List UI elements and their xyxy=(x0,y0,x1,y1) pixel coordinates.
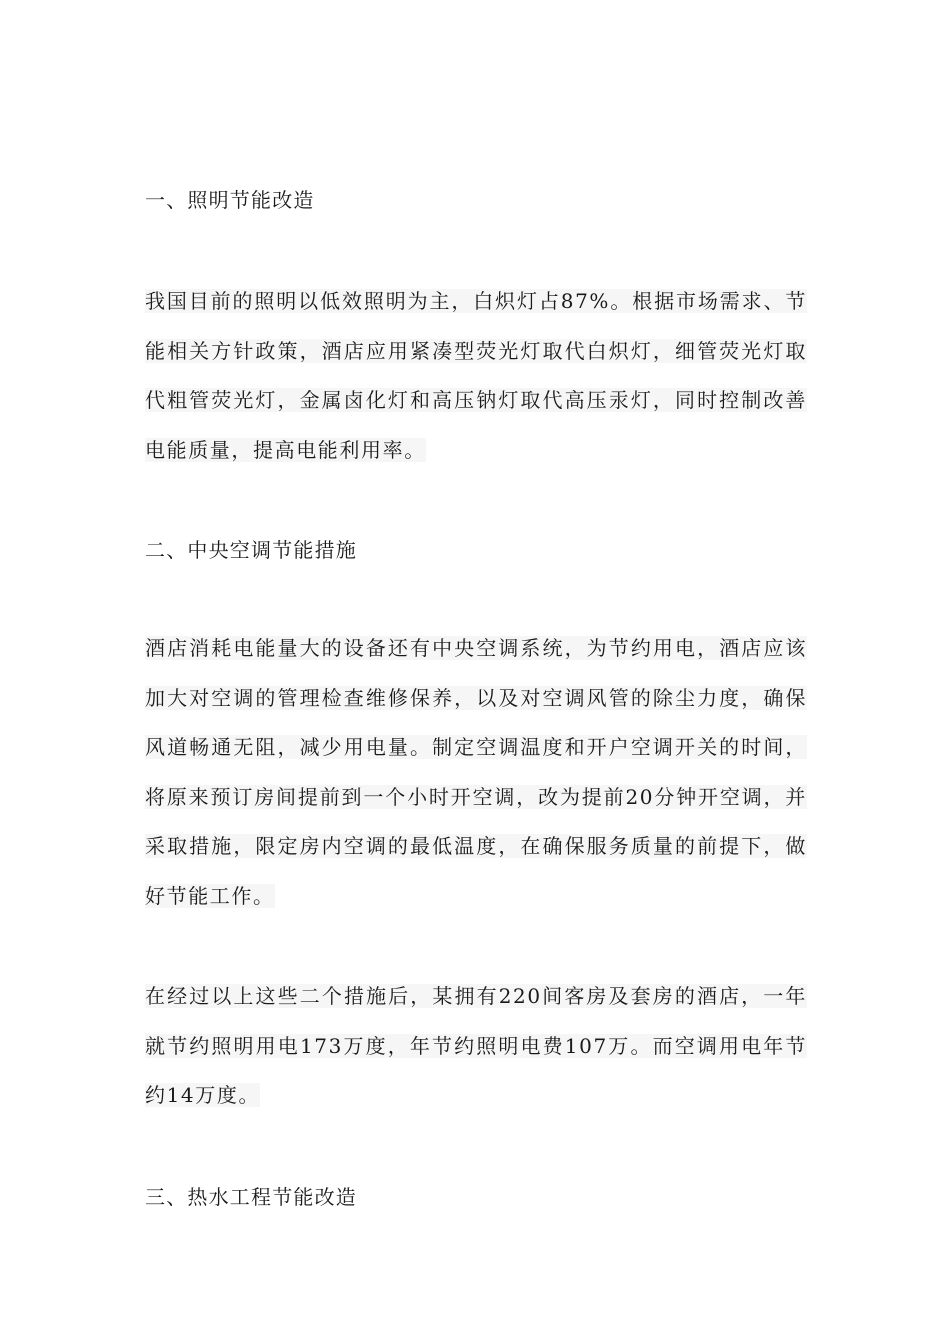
paragraph-savings-result xyxy=(145,972,807,1121)
paragraph-air-conditioning-text: 酒店消耗电能量大的设备还有中央空调系统，为节约用电，酒店应该加大对空调的管理检查维修保养，以及对空调风管的除尘力度，确保风道畅通无阻，减少用电量。制定空调温度和开户空调开关的时间，将原来预订房间提前到一个小时开空调，改为提前20分钟开空调，并采取措施，限定房内空调的最低温度，在确保服务质量的前提下，做好节能工作。 xyxy=(145,636,807,908)
paragraph-lighting-text: 我国目前的照明以低效照明为主，白炽灯占87%。根据市场需求、节能相关方针政策，酒店应用紧凑型荧光灯取代白炽灯，细管荧光灯取代粗管荧光灯，金属卤化灯和高压钠灯取代高压汞灯，同时控制改善电能质量，提高电能利用率。 xyxy=(145,289,807,462)
paragraph-savings-result-text: 在经过以上这些二个措施后，某拥有220间客房及套房的酒店，一年就节约照明用电173万度，年节约照明电费107万。而空调用电年节约14万度。 xyxy=(145,984,807,1108)
section-heading-lighting: 一、照明节能改造 xyxy=(145,188,315,212)
paragraph-lighting xyxy=(145,277,807,475)
section-heading-hot-water: 三、热水工程节能改造 xyxy=(145,1185,357,1209)
paragraph-air-conditioning xyxy=(145,624,807,922)
section-heading-air-conditioning: 二、中央空调节能措施 xyxy=(145,538,357,562)
